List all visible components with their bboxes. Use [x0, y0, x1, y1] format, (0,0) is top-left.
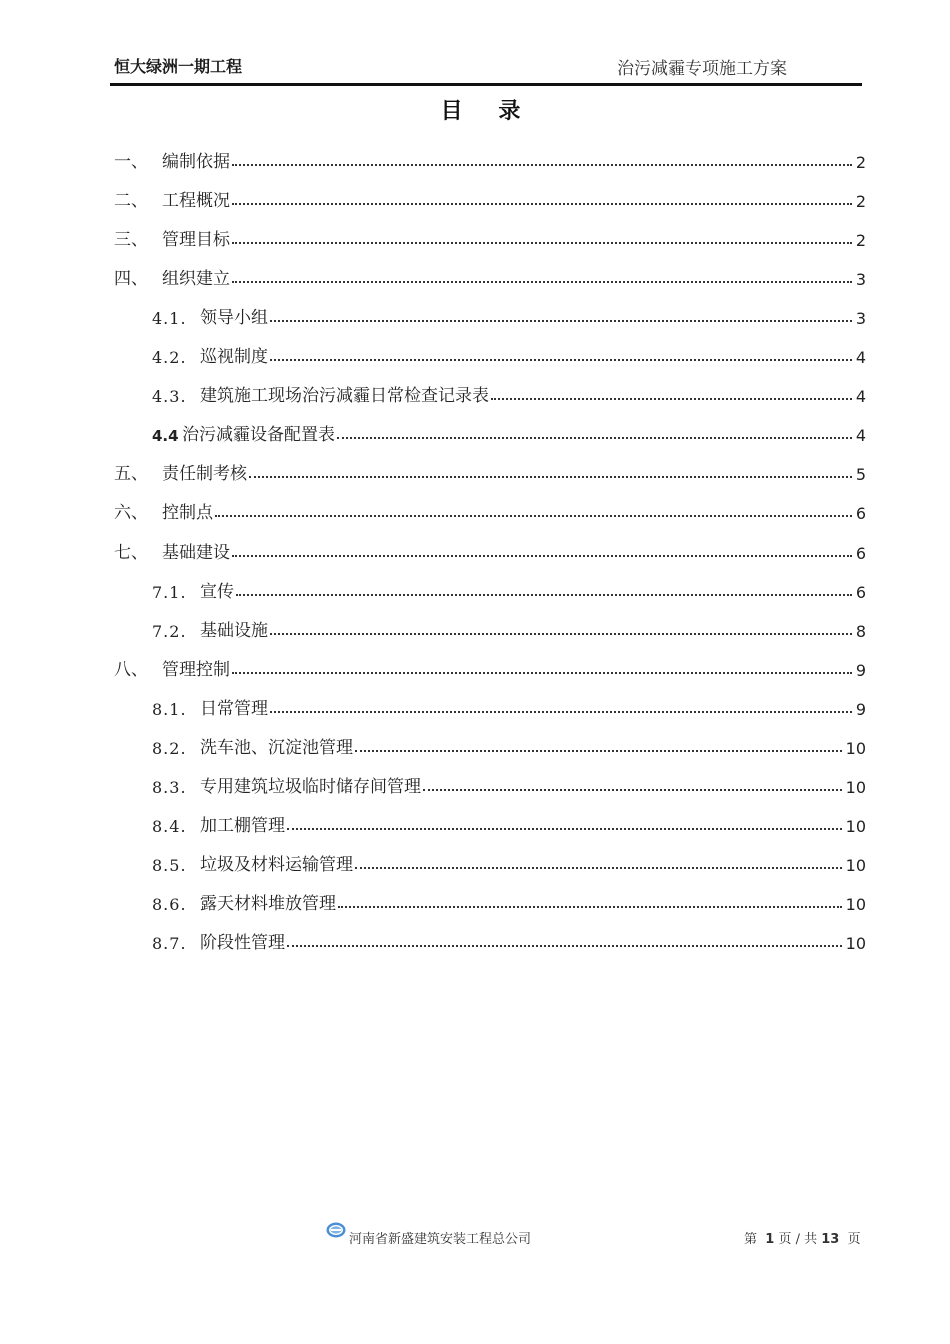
toc-entry-page: 10: [845, 778, 866, 797]
toc-entry[interactable]: [152, 343, 866, 367]
toc-entry-label: 专用建筑垃圾临时储存间管理: [200, 777, 421, 797]
toc-entry[interactable]: [152, 304, 866, 328]
toc-dot-leader: [232, 242, 852, 244]
toc-dot-leader: [270, 711, 852, 713]
toc-entry-label: 基础设施: [200, 621, 268, 641]
toc-entry-number: 8.6.: [152, 895, 187, 914]
toc-title: 目 录: [440, 99, 535, 124]
toc-entry[interactable]: [114, 187, 866, 211]
toc-entry-page: 3: [855, 309, 866, 328]
toc-dot-leader: [287, 828, 842, 830]
toc-entry[interactable]: [114, 148, 866, 172]
page-suffix: 页: [847, 1232, 861, 1247]
toc-dot-leader: [337, 437, 852, 439]
toc-entry[interactable]: [114, 539, 866, 563]
toc-entry-label: 治污减霾设备配置表: [182, 425, 335, 445]
toc-entry-page: 10: [845, 895, 866, 914]
toc-dot-leader: [232, 164, 852, 166]
toc-dot-leader: [355, 750, 842, 752]
toc-entry-page: 10: [845, 817, 866, 836]
toc-entry-page: 5: [855, 465, 866, 484]
toc-dot-leader: [249, 476, 852, 478]
toc-entry-label: 控制点: [162, 503, 213, 523]
toc-entry-page: 4: [855, 348, 866, 367]
toc-dot-leader: [491, 398, 852, 400]
toc-entry[interactable]: [152, 929, 866, 953]
toc-dot-leader: [270, 320, 852, 322]
toc-entry-number: 三、: [114, 230, 148, 250]
toc-entry-label: 洗车池、沉淀池管理: [200, 738, 353, 758]
toc-dot-leader: [236, 594, 852, 596]
header-project-name: 恒大绿洲一期工程: [114, 57, 243, 76]
toc-entry-label: 加工棚管理: [200, 816, 285, 836]
toc-entry-page: 4: [855, 426, 866, 445]
toc-entry-page: 10: [845, 934, 866, 953]
toc-entry-page: 2: [855, 153, 866, 172]
toc-entry-number: 4.4: [152, 427, 179, 445]
toc-entry-label: 责任制考核: [162, 464, 247, 484]
toc-entry-number: 8.2.: [152, 739, 187, 758]
toc-entry-label: 垃圾及材料运输管理: [200, 855, 353, 875]
toc-entry-label: 编制依据: [162, 152, 230, 172]
toc-entry-number: 8.7.: [152, 934, 187, 953]
toc-dot-leader: [423, 789, 842, 791]
toc-dot-leader: [232, 281, 852, 283]
toc-entry-page: 4: [855, 387, 866, 406]
toc-entry[interactable]: [152, 382, 866, 406]
page-header: [112, 52, 862, 78]
toc-entry-page: 2: [855, 192, 866, 211]
toc-entry[interactable]: [152, 890, 866, 914]
toc-entry[interactable]: [152, 734, 866, 758]
header-document-title: 治污减霾专项施工方案: [617, 59, 787, 79]
toc-entry-number: 4.2.: [152, 348, 187, 367]
toc-entry-label: 领导小组: [200, 308, 268, 328]
toc-entry-label: 露天材料堆放管理: [200, 894, 336, 914]
toc-entry-page: 10: [845, 739, 866, 758]
page-prefix: 第: [744, 1232, 758, 1247]
toc-entry-number: 五、: [114, 464, 148, 484]
toc-entry[interactable]: [152, 812, 866, 836]
toc-entry[interactable]: [152, 578, 866, 602]
toc-entry-number: 8.3.: [152, 778, 187, 797]
toc-dot-leader: [232, 555, 852, 557]
toc-entry-label: 管理控制: [162, 660, 230, 680]
toc-entry[interactable]: [114, 499, 866, 523]
toc-entry-number: 7.2.: [152, 622, 187, 641]
toc-entry-number: 二、: [114, 191, 148, 211]
footer-page-indicator: [744, 1228, 861, 1247]
toc-dot-leader: [287, 945, 842, 947]
toc-entry-number: 八、: [114, 660, 148, 680]
toc-entry-page: 9: [855, 700, 866, 719]
toc-entry[interactable]: [152, 617, 866, 641]
total-pages-number: 13: [821, 1232, 840, 1247]
toc-entry-label: 宣传: [200, 582, 234, 602]
toc-entry-label: 管理目标: [162, 230, 230, 250]
toc-dot-leader: [215, 515, 852, 517]
toc-entry-label: 日常管理: [200, 699, 268, 719]
toc-entry[interactable]: [152, 773, 866, 797]
current-page-number: 1: [765, 1232, 775, 1247]
toc-entry[interactable]: [114, 656, 866, 680]
toc-entry[interactable]: [152, 421, 866, 445]
toc-entry-number: 一、: [114, 152, 148, 172]
toc-dot-leader: [232, 672, 852, 674]
toc-entry-number: 8.1.: [152, 700, 187, 719]
toc-dot-leader: [270, 359, 852, 361]
page-middle: 页 / 共: [778, 1232, 818, 1247]
toc-entry-number: 七、: [114, 543, 148, 563]
toc-entry-number: 4.1.: [152, 309, 187, 328]
toc-entry-label: 建筑施工现场治污减霾日常检查记录表: [200, 386, 489, 406]
toc-dot-leader: [338, 906, 842, 908]
header-divider: [110, 83, 862, 86]
footer-company-name: 河南省新盛建筑安装工程总公司: [349, 1232, 532, 1247]
toc-entry-page: 9: [855, 661, 866, 680]
toc-entry-page: 6: [855, 544, 866, 563]
toc-entry-label: 阶段性管理: [200, 933, 285, 953]
toc-entry[interactable]: [152, 695, 866, 719]
toc-entry[interactable]: [114, 226, 866, 250]
company-logo-icon: [326, 1222, 346, 1238]
toc-dot-leader: [270, 633, 852, 635]
toc-entry[interactable]: [114, 265, 866, 289]
toc-entry-page: 10: [845, 856, 866, 875]
toc-entry-number: 4.3.: [152, 387, 187, 406]
toc-entry-page: 6: [855, 504, 866, 523]
toc-entry-number: 8.4.: [152, 817, 187, 836]
toc-entry-number: 六、: [114, 503, 148, 523]
toc-dot-leader: [355, 867, 842, 869]
toc-entry-page: 3: [855, 270, 866, 289]
toc-entry-label: 基础建设: [162, 543, 230, 563]
toc-entry-number: 四、: [114, 269, 148, 289]
toc-entry-label: 巡视制度: [200, 347, 268, 367]
toc-entry-page: 6: [855, 583, 866, 602]
toc-entry[interactable]: [152, 851, 866, 875]
toc-entry-label: 工程概况: [162, 191, 230, 211]
toc-entry-page: 2: [855, 231, 866, 250]
toc-entry-number: 7.1.: [152, 583, 187, 602]
toc-entry-page: 8: [855, 622, 866, 641]
toc-entry-number: 8.5.: [152, 856, 187, 875]
toc-entry-label: 组织建立: [162, 269, 230, 289]
toc-entry[interactable]: [114, 460, 866, 484]
toc-dot-leader: [232, 203, 852, 205]
